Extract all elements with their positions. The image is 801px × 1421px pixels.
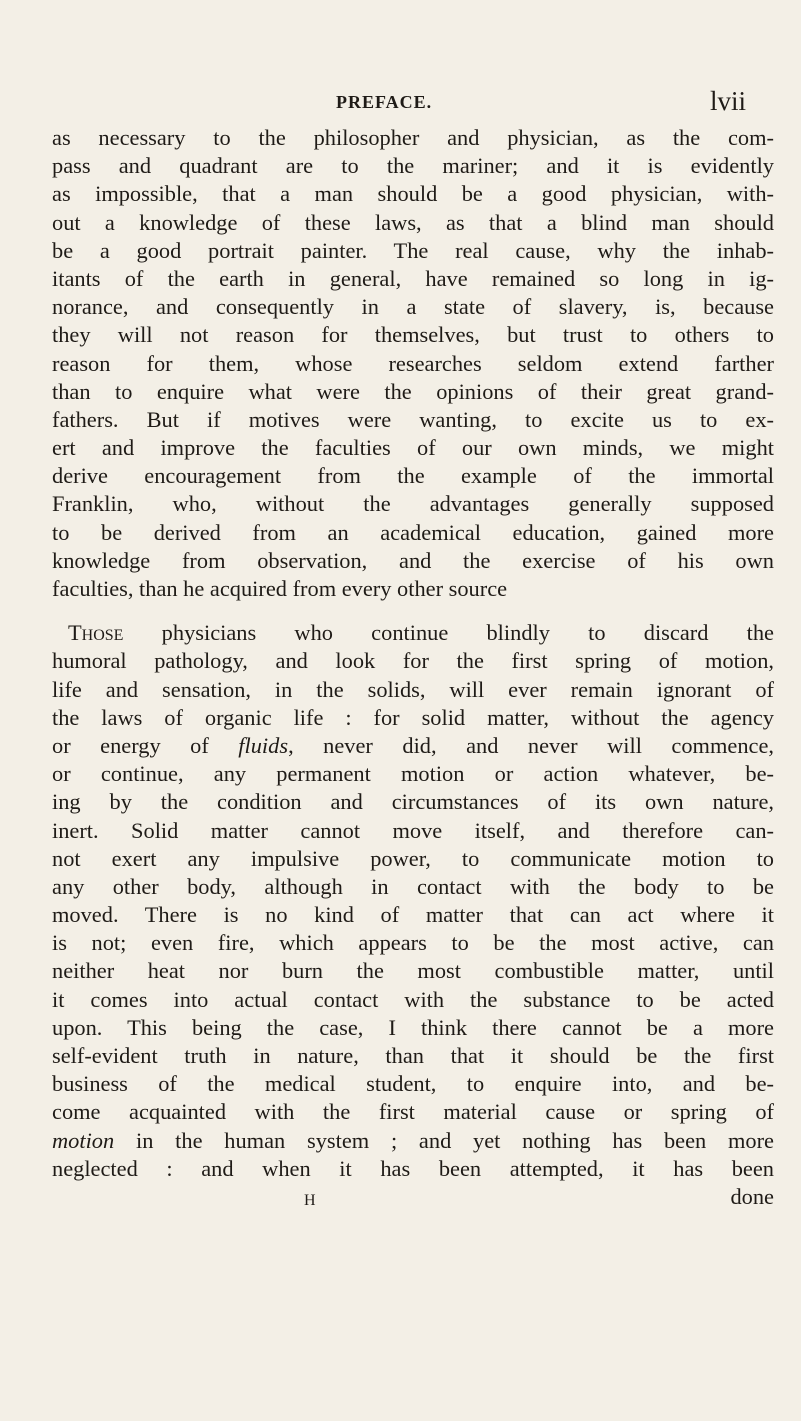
text-line: faculties, than he acquired from every other source <box>52 576 508 601</box>
text-line: as impossible, that a man should be a good physician, with- <box>52 181 774 207</box>
text-line: humoral pathology, and look for the first spring of motion, <box>52 648 774 674</box>
page-header <box>0 86 801 116</box>
text-line: neither heat nor burn the most combustible matter, until <box>52 958 774 984</box>
text-line: ert and improve the faculties of our own minds, we might <box>52 435 774 461</box>
text-line: fathers. But if motives were wanting, to excite us to ex- <box>52 406 774 432</box>
text-line: be a good portrait painter. The real cause, why the inhab- <box>52 237 774 263</box>
italic-word: motion <box>52 1127 115 1153</box>
text-line: business of the medical student, to enquire into, and be- <box>52 1071 774 1097</box>
page-footer <box>52 1183 774 1211</box>
text-line: the laws of organic life : for solid matter, without the agency <box>52 704 774 730</box>
catchword: done <box>730 1183 774 1209</box>
text-line: it comes into actual contact with the substance to be acted <box>52 986 774 1012</box>
text-line: motion in the human system ; and yet nothing has been more <box>52 1127 774 1153</box>
text-line: Those physicians who continue blindly to discard the <box>68 620 774 646</box>
text-line: derive encouragement from the example of the immortal <box>52 463 774 489</box>
signature-mark: H <box>304 1191 317 1209</box>
text-line: inert. Solid matter cannot move itself, and therefore can- <box>52 817 774 843</box>
italic-word: fluids <box>238 732 289 758</box>
text-line: upon. This being the case, I think there cannot be a more <box>52 1014 774 1040</box>
paragraph-2 <box>52 619 774 1183</box>
text-line: they will not reason for themselves, but trust to others to <box>52 322 774 348</box>
text-line: out a knowledge of these laws, as that a blind man should <box>52 209 774 235</box>
text-line: ing by the condition and circumstances of its own nature, <box>52 789 774 815</box>
drop-word: Those <box>68 620 124 646</box>
text-line: pass and quadrant are to the mariner; and it is evidently <box>52 153 774 179</box>
paragraph-1 <box>52 124 774 603</box>
text-line: itants of the earth in general, have remained so long in ig- <box>52 265 774 291</box>
text-line: any other body, although in contact with the body to be <box>52 873 774 899</box>
body-text <box>52 124 774 1211</box>
text-line: as necessary to the philosopher and physician, as the com- <box>52 125 774 150</box>
page-number: lvii <box>710 86 747 116</box>
text-line: reason for them, whose researches seldom extend farther <box>52 350 774 376</box>
text-line: to be derived from an academical education, gained more <box>52 519 774 545</box>
text-line: or continue, any permanent motion or action whatever, be- <box>52 761 774 787</box>
text-line: life and sensation, in the solids, will ever remain ignorant of <box>52 676 774 702</box>
text-line: than to enquire what were the opinions of their great grand- <box>52 378 774 404</box>
running-title: PREFACE. <box>336 92 433 112</box>
text-line: or energy of fluids, never did, and never will commence, <box>52 732 774 758</box>
text-line: neglected : and when it has been attempted, it has been <box>52 1155 774 1181</box>
text-line: not exert any impulsive power, to communicate motion to <box>52 845 774 871</box>
text-line: norance, and consequently in a state of slavery, is, because <box>52 294 774 320</box>
text-line: knowledge from observation, and the exercise of his own <box>52 547 774 573</box>
text-line: Franklin, who, without the advantages generally supposed <box>52 491 774 517</box>
text-line: is not; even fire, which appears to be the most active, can <box>52 930 774 956</box>
text-line: moved. There is no kind of matter that can act where it <box>52 902 774 928</box>
text-line: self-evident truth in nature, than that it should be the first <box>52 1043 774 1068</box>
text-line: come acquainted with the first material cause or spring of <box>52 1099 774 1125</box>
